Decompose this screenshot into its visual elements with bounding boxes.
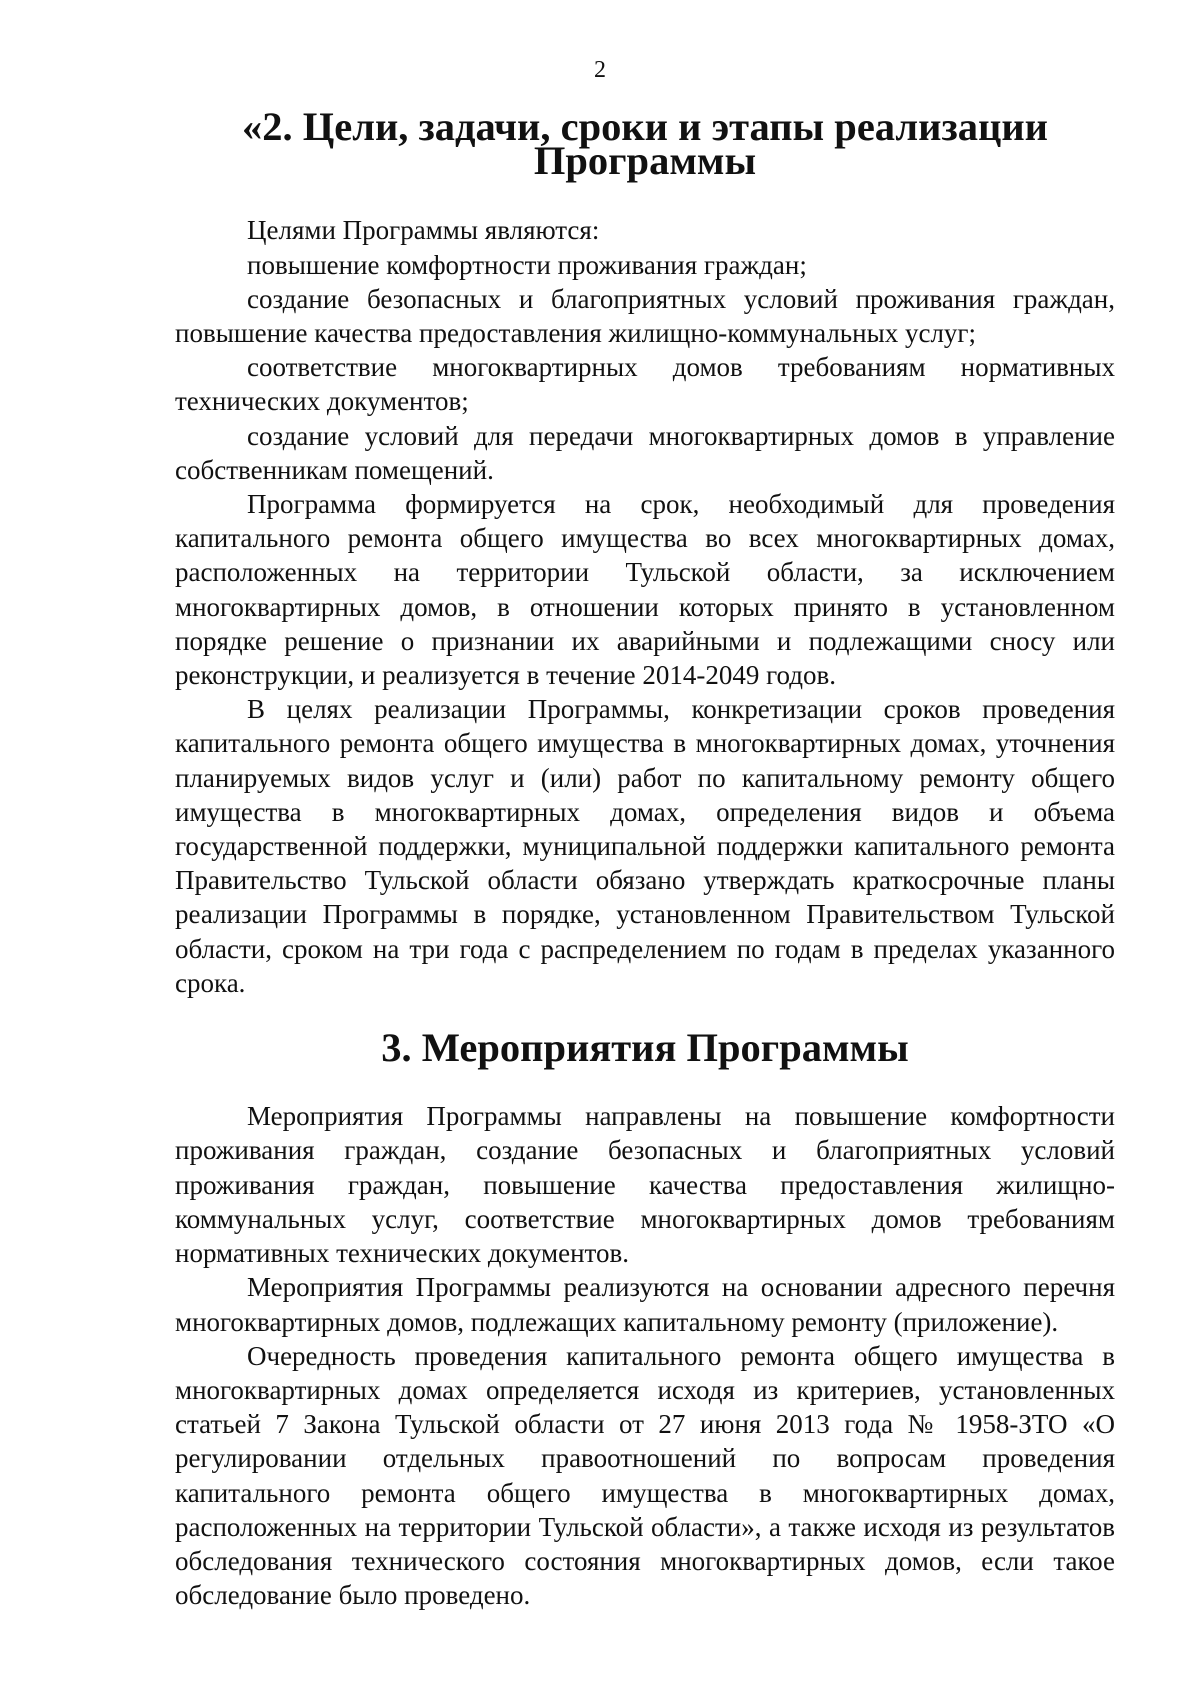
paragraph: Очередность проведения капитального ремонта общего имущества в многоквартирных домах определяется исходя из критериев, установленных статьей 7 Закона Тульской области от 27 июня 2013 года № 1958-ЗТО «О регулировании отдельных правоотношений по вопросам проведения капитального ремонта общего имущества в многоквартирных домах, расположенных на территории Тульской области», а также исходя из результатов обследования технического состояния многоквартирных домов, если такое обследование было проведено.: [175, 1340, 1115, 1611]
paragraph: повышение комфортности проживания граждан;: [247, 249, 807, 280]
paragraph: Мероприятия Программы направлены на повышение комфортности проживания граждан, создание безопасных и благоприятных условий проживания граждан, повышение качества предоставления жилищно-коммунальных услуг, соответствие многоквартирных домов требованиям нормативных технических документов.: [175, 1101, 1115, 1269]
paragraph: В целях реализации Программы, конкретизации сроков проведения капитального ремонта общего имущества в многоквартирных домах, уточнения планируемых видов услуг и (или) работ по капитальному ремонту общего имущества в многоквартирных домах, определения видов и объема государственной поддержки, муниципальной поддержки капитального ремонта Правительство Тульской области обязано утверждать краткосрочные планы реализации Программы в порядке, установленном Правительством Тульской области, сроком на три года с распределением по годам в пределах указанного срока.: [175, 694, 1115, 998]
paragraph: Мероприятия Программы реализуются на основании адресного перечня многоквартирных домов, подлежащих капитальному ремонту (приложение).: [175, 1272, 1115, 1337]
paragraph: Программа формируется на срок, необходимый для проведения капитального ремонта общего имущества во всех многоквартирных домах, расположенных на территории Тульской области, за исключением многоквартирных домов, в отношении которых принято в установленном порядке решение о признании их аварийными и подлежащими сносу или реконструкции, и реализуется в течение 2014-2049 годов.: [175, 489, 1115, 691]
paragraph: соответствие многоквартирных домов требованиям нормативных технических документов;: [175, 352, 1115, 417]
paragraph: Целями Программы являются:: [247, 215, 600, 246]
paragraph: создание условий для передачи многоквартирных домов в управление собственникам помещений.: [175, 420, 1115, 485]
document-body: [175, 104, 1115, 1612]
section-3-heading: 3. Мероприятия Программы: [381, 1025, 909, 1071]
paragraph: создание безопасных и благоприятных условий проживания граждан, повышение качества предоставления жилищно-коммунальных услуг;: [175, 283, 1115, 349]
page-number: 2: [594, 57, 606, 83]
section-2-heading: «2. Цели, задачи, сроки и этапы реализации Программы: [242, 104, 1048, 184]
